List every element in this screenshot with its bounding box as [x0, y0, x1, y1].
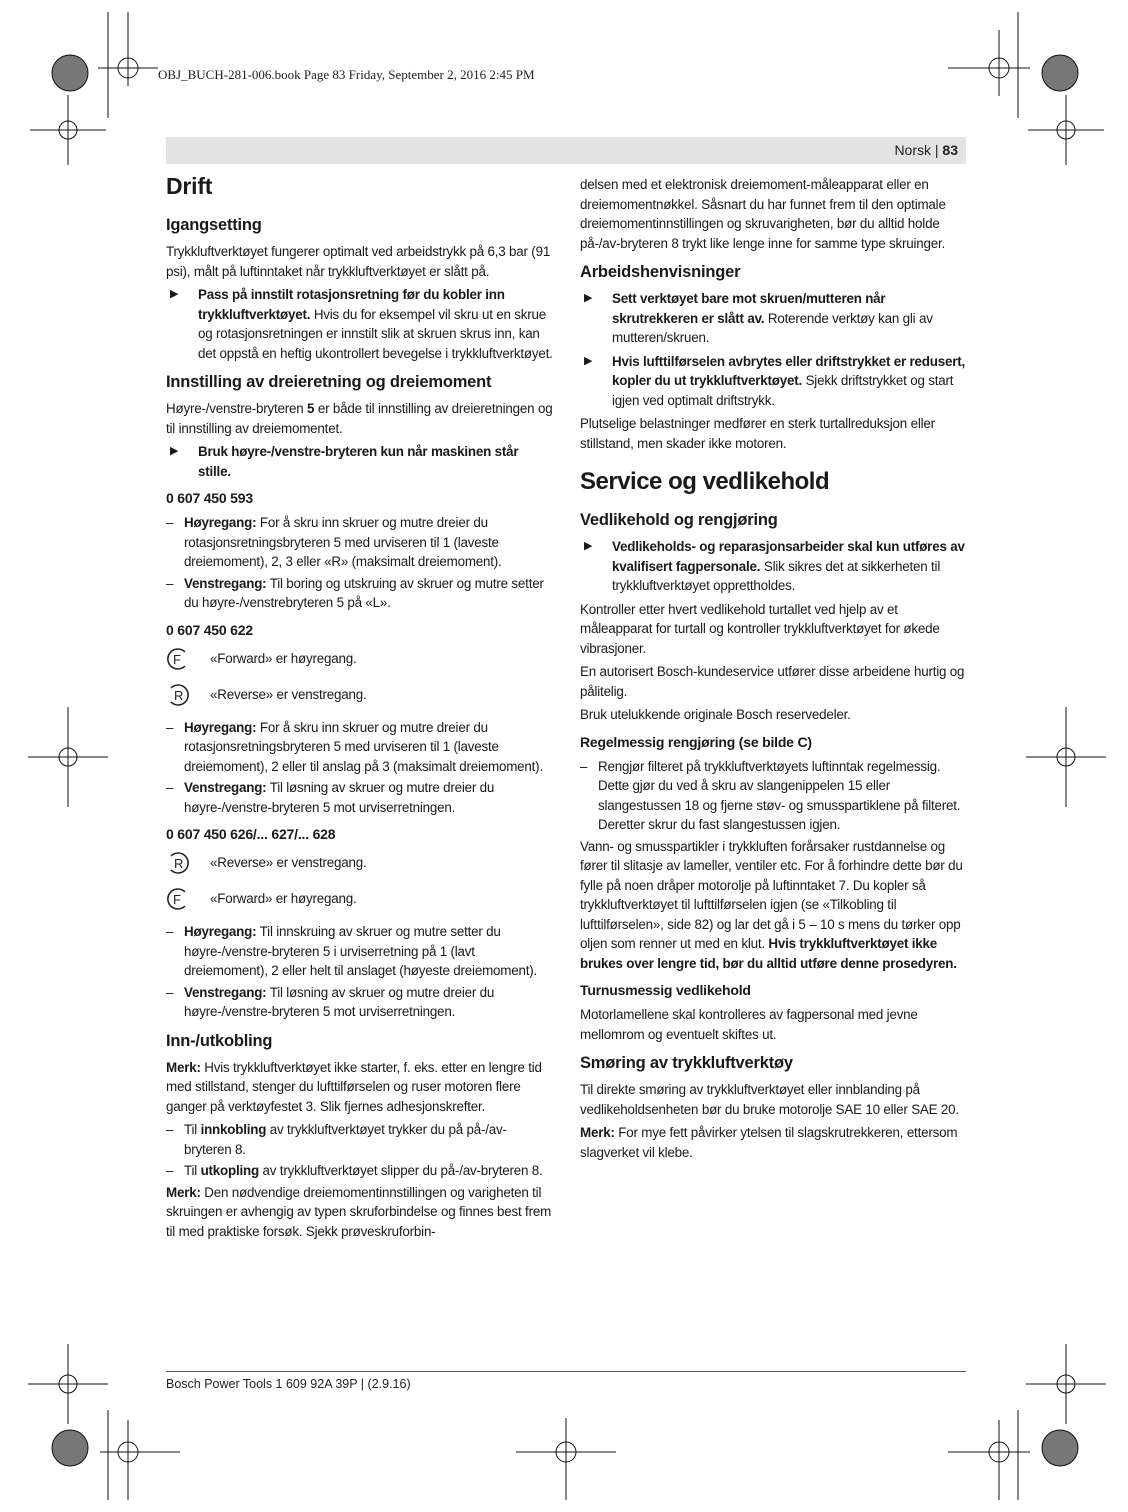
forward-icon: [166, 887, 190, 911]
paragraph: Plutselige belastninger medfører en sterk turtallreduksjon eller stillstand, men skader ikke motoren.: [580, 416, 935, 451]
arrow-icon: ▶: [584, 292, 593, 304]
paragraph: Vann- og smusspartikler i trykkluften forårsaker rustdannelse og fører til slitasje av lameller, ventiler etc. For å forhindre dette bør du fylle på noen dråper motorolje på luftinntaket 7. Du kopler så trykkluftverktøyet til lufttilførselen igjen (se «Tilkobling til lufttilførselen», side 82) og lar det gå i 5 – 10 s mens du tørker opp oljen som renner ut med en klut. Hvis trykkluftverktøyet ikke brukes over lengre tid, bør du alltid utføre denne prosedyren.: [580, 838, 963, 971]
right-column: [580, 175, 968, 1166]
heading-drift: Drift: [166, 173, 213, 199]
list-item: – Rengjør filteret på trykkluftverktøyets luftinntak regelmessig. Dette gjør du ved å skru av slangenippelen 15 eller slangestussen 18 og fjerne støv- og smusspartiklene på filteret. Deretter skrur du fast slangestussen igjen.: [580, 758, 961, 832]
svg-text:F: F: [173, 892, 181, 907]
list-item: – Venstregang: Til boring og utskruing av skruer og mutre setter du høyre-/venstrebryteren 5 på «L».: [166, 575, 544, 610]
forward-row: F «Forward» er høyregang.: [166, 646, 554, 672]
header-page-label: [894, 142, 958, 158]
forward-row: F «Forward» er høyregang.: [166, 886, 554, 912]
list-item: – Høyregang: Til innskruing av skruer og mutre setter du høyre-/venstre-bryteren 5 i urviserretning på 1 (lavt dreiemoment), 2 eller helt til anslaget (høyeste dreiemoment).: [166, 924, 538, 978]
print-info: OBJ_BUCH-281-006.book Page 83 Friday, September 2, 2016 2:45 PM: [158, 67, 535, 82]
arrow-icon: ▶: [584, 540, 593, 552]
model-number: 0 607 450 622: [166, 621, 253, 638]
header-language: Norsk: [894, 142, 931, 158]
warning-bullet: ▶ Pass på innstilt rotasjonsretning før du kobler inn trykkluftverktøyet. Hvis du for eksempel vil skru ut en skrue og rotasjonsretningen er innstilt slik at skruen skrus inn, kan det oppstå en heftig ukontrollert bevegelse i trykkluftverktøyet.: [170, 287, 553, 361]
model-number: 0 607 450 593: [166, 490, 253, 506]
heading-smoring: Smøring av trykkluftverktøy: [580, 1054, 793, 1072]
left-column: [166, 172, 554, 1245]
arrow-icon: ▶: [170, 445, 179, 457]
list-item: – Høyregang: For å skru inn skruer og mutre dreier du rotasjonsretningsbryteren 5 med urviseren til 1 (laveste dreiemoment), 2 eller til anslag på 3 (maksimalt dreiemoment).: [166, 719, 543, 774]
model-number: 0 607 450 626/... 627/... 628: [166, 826, 336, 842]
paragraph: Motorlamellene skal kontrolleres av fagpersonal med jevne mellomrom og eventuelt skiftes ut.: [580, 1007, 918, 1042]
innstilling-text: Høyre-/venstre-bryteren 5 er både til innstilling av dreieretningen og til innstilling av dreiemomentet.: [166, 401, 553, 436]
igangsetting-text: Trykkluftverktøyet fungerer optimalt ved arbeidstrykk på 6,3 bar (91 psi), målt på luftinntaket når trykkluftverktøyet er slått på.: [166, 244, 551, 279]
svg-text:F: F: [173, 651, 181, 667]
reverse-row: R «Reverse» er venstregang.: [166, 682, 554, 708]
list-item: – Til innkobling av trykkluftverktøyet trykker du på på-/av-bryteren 8.: [166, 1122, 507, 1157]
note-text: Merk: For mye fett påvirker ytelsen til slagskrutrekkeren, ettersom slagverket vil klebe.: [580, 1125, 958, 1160]
paragraph: Til direkte smøring av trykkluftverktøyet eller innblanding på vedlikeholdsenheten bør du bruke motorolje SAE 10 eller SAE 20.: [580, 1082, 959, 1117]
reverse-row: R «Reverse» er venstregang.: [166, 850, 554, 876]
warning-bullet: ▶ Bruk høyre-/venstre-bryteren kun når maskinen står stille.: [170, 444, 519, 479]
paragraph: En autorisert Bosch-kundeservice utfører disse arbeidene hurtig og pålitelig.: [580, 664, 965, 699]
warning-bullet: ▶ Vedlikeholds- og reparasjonsarbeider skal kun utføres av kvalifisert fagpersonale. Slik sikres det at sikkerheten til trykkluftverktøyet opprettholdes.: [584, 539, 965, 593]
arrow-icon: ▶: [584, 354, 593, 367]
footer-rule: [166, 1371, 966, 1372]
paragraph: Kontroller etter hvert vedlikehold turtallet ved hjelp av et måleapparat for turtall og kontroller trykkluftverktøyet for økede vibrasjoner.: [580, 601, 940, 656]
reverse-icon: [166, 683, 190, 707]
continued-text: delsen med et elektronisk dreiemoment-måleapparat eller en dreiemomentnøkkel. Såsnart du har funnet frem til den optimale dreiemomentinnstillingen og skruvarigheten, bør du alltid holde på-/av-bryteren 8 trykt like lenge inne for samme type skruinger.: [580, 177, 946, 251]
header-separator: |: [931, 142, 943, 158]
warning-bullet: ▶ Hvis lufttilførselen avbrytes eller driftstrykket er redusert, kopler du ut trykkluftverktøyet. Sjekk driftstrykket og start igjen ved optimalt driftstrykk.: [584, 353, 966, 408]
list-item: – Venstregang: Til løsning av skruer og mutre dreier du høyre-/venstre-bryteren 5 mot urviserretningen.: [166, 984, 495, 1019]
page-number: 83: [942, 142, 958, 158]
heading-igangsetting: Igangsetting: [166, 216, 262, 234]
heading-turnus: Turnusmessig vedlikehold: [580, 982, 751, 998]
svg-text:R: R: [174, 856, 184, 871]
heading-arbeidshenvisninger: Arbeidshenvisninger: [580, 263, 741, 281]
page-header: [166, 137, 966, 164]
forward-icon: [166, 647, 190, 671]
footer: Bosch Power Tools 1 609 92A 39P | (2.9.16): [166, 1377, 411, 1391]
note-text: Merk: Hvis trykkluftverktøyet ikke starter, f. eks. etter en lengre tid med stillstand, stenger du lufttilførselen og ruser motoren flere ganger på verktøyfestet 3. Slik fjernes adhesjonskrefter.: [166, 1059, 542, 1114]
heading-regelmessig: Regelmessig rengjøring (se bilde C): [580, 733, 812, 750]
heading-inn-utkobling: Inn-/utkobling: [166, 1031, 273, 1050]
note-text: Merk: Den nødvendige dreiemomentinnstillingen og varigheten til skruingen er avhengig av typen skruforbindelse og finnes best frem til med praktiske forsøk. Sjekk prøveskruforbin-: [166, 1184, 552, 1239]
list-item: – Høyregang: For å skru inn skruer og mutre dreier du rotasjonsretningsbryteren 5 med urviseren til 1 (laveste dreiemoment), 2, 3 eller «R» (maksimalt dreiemoment).: [166, 515, 502, 569]
arrow-icon: ▶: [170, 288, 179, 300]
reverse-icon: [166, 851, 190, 875]
svg-text:R: R: [174, 687, 184, 703]
list-item: – Til utkopling av trykkluftverktøyet slipper du på-/av-bryteren 8.: [166, 1163, 543, 1178]
heading-vedlikehold: Vedlikehold og rengjøring: [580, 511, 778, 529]
warning-bullet: ▶ Sett verktøyet bare mot skruen/mutteren når skrutrekkeren er slått av. Roterende verktøy kan gli av mutteren/skruen.: [584, 291, 933, 345]
list-item: – Venstregang: Til løsning av skruer og mutre dreier du høyre-/venstre-bryteren 5 mot urviserretningen.: [166, 780, 495, 815]
paragraph: Bruk utelukkende originale Bosch reservedeler.: [580, 707, 851, 722]
heading-innstilling: Innstilling av dreieretning og dreiemoment: [166, 373, 492, 391]
heading-service: Service og vedlikehold: [580, 468, 830, 495]
